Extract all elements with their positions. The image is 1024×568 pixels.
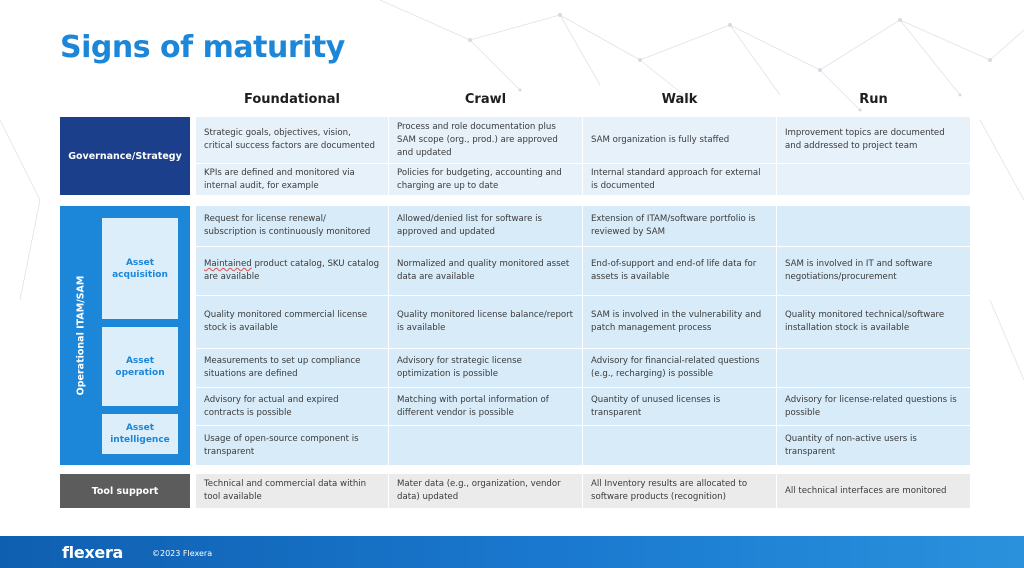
- cell-governance-2-walk: Internal standard approach for external is documented: [583, 164, 776, 195]
- category-tool-support: Tool support: [60, 474, 190, 508]
- cell-tool-run: All technical interfaces are monitored: [777, 474, 970, 508]
- cell-operational-2-crawl: Normalized and quality monitored asset data are available: [389, 247, 582, 295]
- cell-operational-3-foundational: Quality monitored commercial license stock is available: [196, 296, 388, 348]
- cell-operational-6-crawl: [389, 426, 582, 465]
- cell-governance-1-walk: SAM organization is fully staffed: [583, 117, 776, 163]
- column-header-run: Run: [859, 92, 888, 107]
- cell-operational-3-walk: SAM is involved in the vulnerability and patch management process: [583, 296, 776, 348]
- cell-tool-foundational: Technical and commercial data within tool available: [196, 474, 388, 508]
- cell-operational-4-walk: Advisory for financial-related questions (e.g., recharging) is possible: [583, 349, 776, 387]
- category-operational-label-wrap: [66, 206, 96, 465]
- cell-operational-1-foundational: Request for license renewal/ subscription is continuously monitored: [196, 206, 388, 246]
- cell-tool-crawl: Mater data (e.g., organization, vendor data) updated: [389, 474, 582, 508]
- cell-operational-5-run: Advisory for license-related questions is possible: [777, 388, 970, 425]
- slide-title: Signs of maturity: [60, 30, 345, 65]
- cell-operational-1-run: [777, 206, 970, 246]
- cell-operational-2-run: SAM is involved in IT and software negotiations/procurement: [777, 247, 970, 295]
- cell-governance-2-crawl: Policies for budgeting, accounting and charging are up to date: [389, 164, 582, 195]
- cell-governance-1-foundational: Strategic goals, objectives, vision, critical success factors are documented: [196, 117, 388, 163]
- category-governance-strategy: Governance/Strategy: [60, 117, 190, 195]
- cell-operational-6-foundational: Usage of open-source component is transparent: [196, 426, 388, 465]
- column-header-foundational: Foundational: [244, 92, 340, 107]
- cell-operational-2-foundational-rest: product catalog, SKU catalog are available: [204, 259, 380, 282]
- cell-operational-6-walk: [583, 426, 776, 465]
- cell-operational-2-walk: End-of-support and end-of life data for assets is available: [583, 247, 776, 295]
- column-header-walk: Walk: [661, 92, 698, 107]
- cell-operational-6-run: Quantity of non-active users is transparent: [777, 426, 970, 465]
- cell-operational-3-crawl: Quality monitored license balance/report is available: [389, 296, 582, 348]
- subcategory-asset-operation: Asset operation: [102, 327, 178, 406]
- cell-operational-2-foundational: [196, 247, 388, 295]
- copyright-text: ©2023 Flexera: [152, 549, 213, 558]
- cell-operational-4-crawl: Advisory for strategic license optimization is possible: [389, 349, 582, 387]
- cell-operational-4-run: [777, 349, 970, 387]
- spellcheck-word: Maintained: [204, 259, 252, 269]
- cell-operational-1-crawl: Allowed/denied list for software is approved and updated: [389, 206, 582, 246]
- cell-governance-1-crawl: Process and role documentation plus SAM scope (org., prod.) are approved and updated: [389, 117, 582, 163]
- cell-operational-1-walk: Extension of ITAM/software portfolio is reviewed by SAM: [583, 206, 776, 246]
- cell-operational-5-foundational: Advisory for actual and expired contracts is possible: [196, 388, 388, 425]
- cell-operational-4-foundational: Measurements to set up compliance situations are defined: [196, 349, 388, 387]
- cell-governance-2-run: [777, 164, 970, 195]
- category-operational-itam-sam: Operational ITAM/SAM: [75, 275, 87, 396]
- cell-governance-2-foundational: KPIs are defined and monitored via internal audit, for example: [196, 164, 388, 195]
- cell-operational-3-run: Quality monitored technical/software installation stock is available: [777, 296, 970, 348]
- flexera-logo: flexera: [62, 543, 124, 562]
- column-header-crawl: Crawl: [464, 92, 507, 107]
- subcategory-asset-intelligence: Asset intelligence: [102, 414, 178, 454]
- cell-operational-5-walk: Quantity of unused licenses is transparent: [583, 388, 776, 425]
- subcategory-asset-acquisition: Asset acquisition: [102, 218, 178, 319]
- cell-governance-1-run: Improvement topics are documented and addressed to project team: [777, 117, 970, 163]
- cell-operational-2-foundational-text: [204, 258, 380, 284]
- cell-operational-5-crawl: Matching with portal information of different vendor is possible: [389, 388, 582, 425]
- cell-tool-walk: All Inventory results are allocated to software products (recognition): [583, 474, 776, 508]
